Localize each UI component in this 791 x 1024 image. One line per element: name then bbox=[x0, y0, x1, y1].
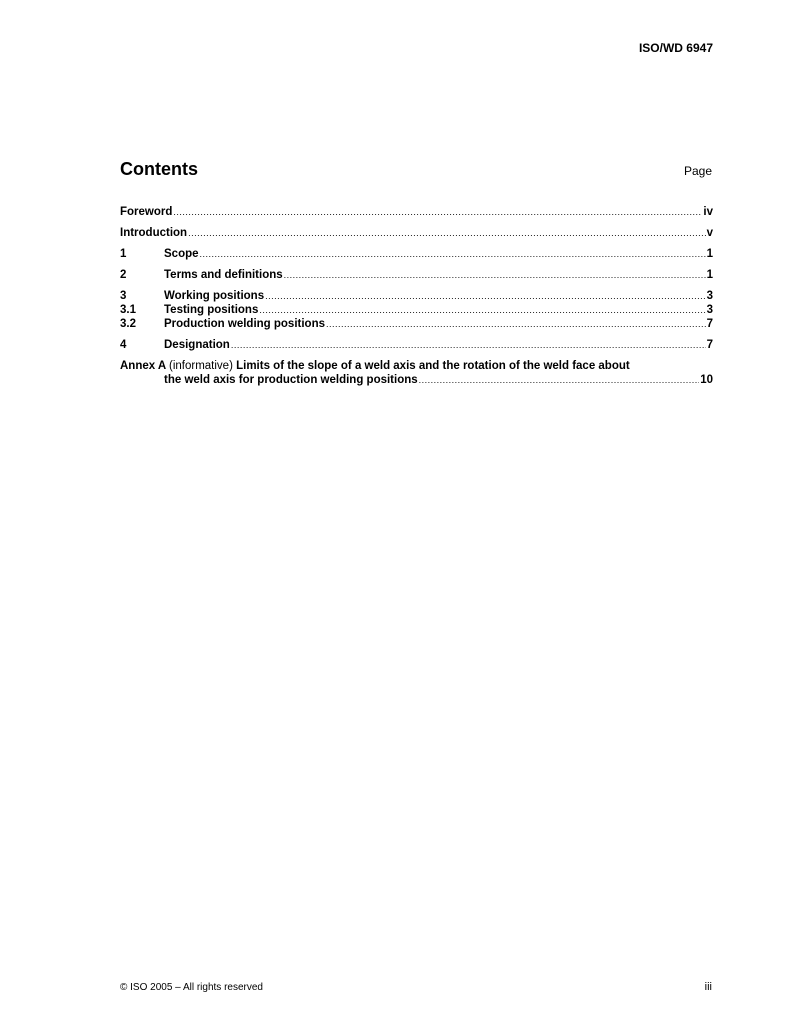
contents-heading: Contents bbox=[120, 159, 198, 179]
toc-entry-title: Scope bbox=[164, 248, 199, 260]
leader-dots bbox=[188, 226, 706, 240]
toc-entry-foreword[interactable] bbox=[120, 205, 713, 219]
leader-dots bbox=[231, 338, 706, 352]
table-of-contents bbox=[120, 205, 713, 387]
toc-entry-annex-a-continued[interactable] bbox=[120, 373, 713, 387]
toc-entry-title: Production welding positions bbox=[164, 318, 325, 330]
toc-entry-number: 2 bbox=[120, 269, 127, 281]
toc-entry-annex-a[interactable] bbox=[120, 359, 713, 373]
leader-dots bbox=[326, 317, 706, 331]
toc-entry-terms-and-definitions[interactable] bbox=[120, 268, 713, 282]
toc-entry-number: 3 bbox=[120, 290, 127, 302]
toc-entry-title: Working positions bbox=[164, 290, 265, 302]
toc-entry-introduction[interactable] bbox=[120, 226, 713, 240]
leader-dots bbox=[173, 205, 702, 219]
page-column-label: Page bbox=[683, 164, 712, 178]
toc-entry-working-positions[interactable] bbox=[120, 289, 713, 303]
annex-informative: (informative) bbox=[169, 360, 233, 372]
toc-entry-number: 3.2 bbox=[120, 318, 136, 330]
toc-entry-production-welding-positions[interactable] bbox=[120, 317, 713, 331]
toc-entry-page: 3 bbox=[706, 290, 713, 302]
annex-title-line1: Limits of the slope of a weld axis and the rotation of the weld face about bbox=[236, 360, 630, 372]
toc-entry-page: 3 bbox=[706, 304, 713, 316]
leader-dots bbox=[419, 373, 700, 387]
copyright-notice: © ISO 2005 – All rights reserved bbox=[120, 982, 263, 993]
leader-dots bbox=[265, 289, 706, 303]
toc-entry-page: 7 bbox=[706, 339, 713, 351]
toc-entry-testing-positions[interactable] bbox=[120, 303, 713, 317]
toc-entry-page: 7 bbox=[706, 318, 713, 330]
toc-entry-page: iv bbox=[703, 206, 713, 218]
leader-dots bbox=[259, 303, 705, 317]
toc-entry-number: 3.1 bbox=[120, 304, 136, 316]
toc-entry-number: 1 bbox=[120, 248, 127, 260]
toc-entry-number: 4 bbox=[120, 339, 127, 351]
page-number: iii bbox=[704, 981, 712, 993]
annex-label: Annex A bbox=[120, 360, 166, 372]
toc-entry-page: 10 bbox=[700, 374, 713, 386]
toc-entry-title: Foreword bbox=[120, 206, 173, 218]
toc-entry-title: Designation bbox=[164, 339, 230, 351]
toc-entry-title: Testing positions bbox=[164, 304, 259, 316]
toc-entry-scope[interactable] bbox=[120, 247, 713, 261]
toc-entry-title: Terms and definitions bbox=[164, 269, 283, 281]
toc-entry-page: v bbox=[706, 227, 713, 239]
document-id: ISO/WD 6947 bbox=[638, 41, 713, 55]
toc-entry-page: 1 bbox=[706, 248, 713, 260]
leader-dots bbox=[284, 268, 706, 282]
toc-entry-page: 1 bbox=[706, 269, 713, 281]
leader-dots bbox=[200, 247, 706, 261]
toc-entry-designation[interactable] bbox=[120, 338, 713, 352]
toc-entry-title: Introduction bbox=[120, 227, 188, 239]
annex-title-line2: the weld axis for production welding positions bbox=[164, 374, 418, 386]
